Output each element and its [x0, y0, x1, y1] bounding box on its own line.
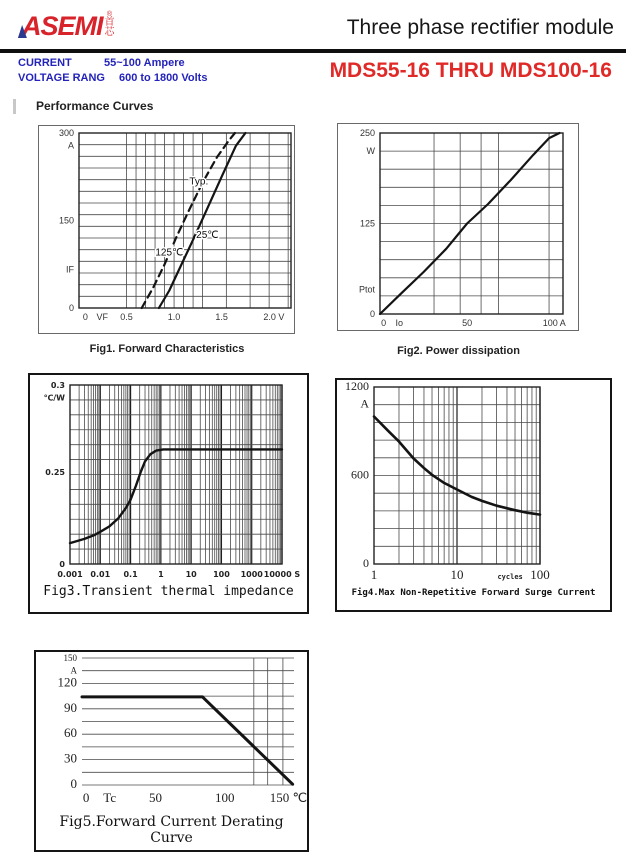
logo-chinese: [105, 11, 115, 38]
svg-text:90: 90: [64, 699, 77, 715]
svg-text:cycles: cycles: [497, 573, 523, 581]
fig4-surge-current-chart: [335, 378, 612, 612]
svg-text:Ptot: Ptot: [358, 284, 375, 295]
svg-text:A: A: [360, 396, 369, 411]
svg-text:120: 120: [57, 674, 77, 690]
svg-text:100: 100: [530, 567, 550, 582]
svg-text:0: 0: [70, 776, 77, 791]
svg-text:10: 10: [450, 567, 464, 582]
logo-cn-char2: 芯: [104, 27, 115, 38]
current-value: 55~100 Ampere: [104, 57, 185, 69]
svg-text:1: 1: [370, 567, 378, 582]
part-number-range: MDS55-16 THRU MDS100-16: [329, 59, 612, 82]
svg-text:0: 0: [68, 303, 74, 313]
svg-text:1.5: 1.5: [215, 312, 228, 322]
svg-text:0: 0: [59, 560, 65, 569]
svg-text:0: 0: [363, 556, 369, 570]
svg-text:Tc: Tc: [103, 790, 117, 805]
logo-text: ASEMI: [22, 11, 103, 41]
svg-text:150: 150: [58, 215, 74, 226]
fig2-caption: Fig2. Power dissipation: [397, 345, 520, 357]
logo-cn-char1: 首: [104, 17, 115, 28]
voltage-spec-row: [18, 72, 207, 84]
svg-text:25℃: 25℃: [196, 230, 219, 241]
fig3-plot: [30, 375, 307, 580]
svg-text:0: 0: [82, 312, 88, 322]
svg-text:1200: 1200: [345, 380, 369, 393]
svg-text:0: 0: [369, 309, 375, 319]
svg-text:0.001: 0.001: [57, 570, 83, 579]
svg-text:VF: VF: [96, 312, 109, 322]
svg-text:IF: IF: [66, 264, 74, 275]
section-title: Performance Curves: [36, 99, 154, 113]
svg-text:0.3: 0.3: [50, 381, 65, 390]
svg-text:A: A: [70, 665, 77, 676]
svg-text:W: W: [366, 146, 375, 157]
svg-text:30: 30: [64, 750, 77, 766]
svg-text:60: 60: [64, 725, 77, 741]
svg-text:0: 0: [381, 318, 387, 328]
svg-text:℃/W: ℃/W: [43, 393, 65, 403]
svg-text:Io: Io: [395, 318, 403, 328]
current-spec-row: [18, 57, 207, 69]
svg-text:600: 600: [351, 467, 369, 482]
svg-text:0: 0: [82, 790, 90, 805]
svg-text:1: 1: [158, 570, 164, 579]
svg-text:300: 300: [58, 128, 74, 138]
svg-text:50: 50: [462, 318, 473, 328]
svg-text:1000: 1000: [240, 570, 263, 579]
fig4-plot: [337, 380, 610, 582]
svg-text:250: 250: [359, 128, 375, 138]
svg-text:2.0 V: 2.0 V: [263, 312, 285, 322]
svg-text:100 A: 100 A: [542, 318, 566, 328]
fig2-power-dissipation-chart: [337, 123, 579, 331]
fig3-thermal-impedance-chart: [28, 373, 309, 614]
svg-text:125℃: 125℃: [155, 247, 184, 259]
fig4-caption: Fig4.Max Non-Repetitive Forward Surge Current: [351, 588, 596, 598]
asemi-logo: [20, 11, 115, 42]
svg-text:150: 150: [63, 653, 77, 663]
current-label: CURRENT: [18, 57, 72, 69]
page-title: Three phase rectifier module: [346, 16, 614, 39]
svg-text:100: 100: [214, 790, 235, 805]
fig3-caption: Fig3.Transient thermal impedance: [43, 584, 294, 599]
fig1-forward-characteristics-chart: [38, 125, 295, 334]
voltage-label: VOLTAGE RANG: [18, 72, 105, 84]
section-tick: [13, 99, 16, 114]
fig5-plot: [36, 652, 307, 808]
svg-text:A: A: [67, 140, 74, 151]
svg-text:0.25: 0.25: [45, 467, 65, 477]
voltage-value: 600 to 1800 Volts: [118, 72, 208, 84]
svg-text:0.1: 0.1: [123, 570, 138, 579]
fig1-caption: Fig1. Forward Characteristics: [89, 343, 245, 355]
svg-text:Typ.: Typ.: [189, 176, 209, 188]
fig5-derating-curve-chart: [34, 650, 309, 852]
fig1-plot: [39, 126, 294, 326]
svg-text:1.0: 1.0: [167, 312, 181, 322]
fig5-caption: Fig5.Forward Current Derating Curve: [59, 814, 284, 846]
svg-text:125: 125: [359, 218, 375, 229]
svg-text:50: 50: [148, 790, 162, 805]
fig2-plot: [338, 124, 578, 329]
svg-text:10: 10: [185, 570, 197, 579]
svg-text:150 ℃: 150 ℃: [269, 790, 307, 805]
header-rule: [0, 49, 626, 53]
registered-mark: ®: [106, 11, 113, 18]
svg-text:0.5: 0.5: [120, 312, 133, 322]
svg-text:100: 100: [213, 570, 230, 579]
svg-text:10000 S: 10000 S: [263, 570, 301, 579]
svg-text:0.01: 0.01: [90, 570, 111, 579]
spec-block: [18, 57, 207, 87]
